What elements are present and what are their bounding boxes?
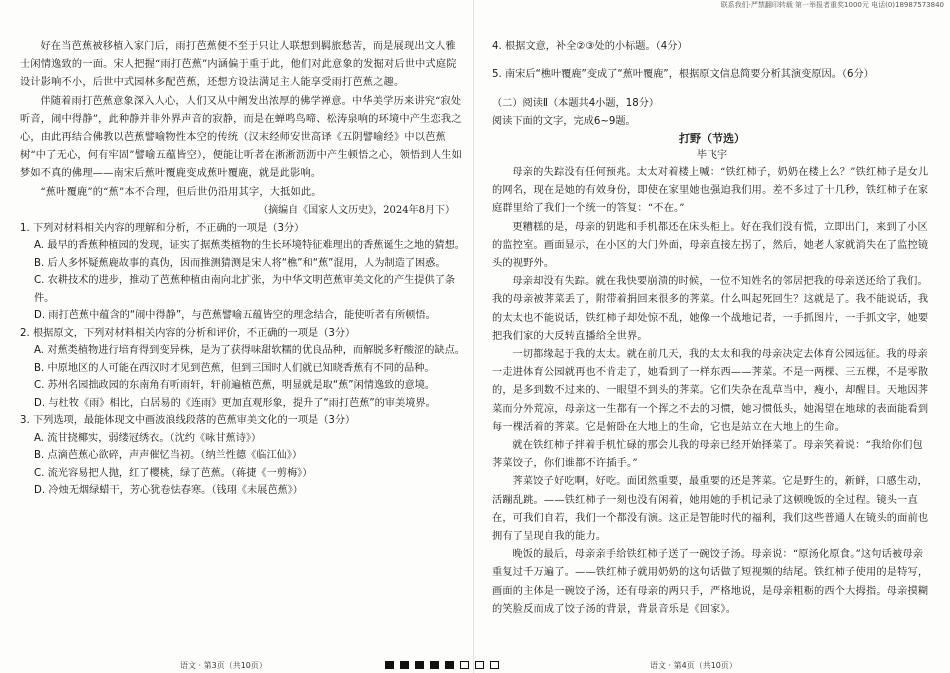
question-2-option-c: C. 苏州名园拙政园的东南角有听雨轩，轩前遍植芭蕉，明显就是取“蕉”闲情逸致的意境。 — [34, 380, 436, 392]
story-paragraph: 晚饭的最后，母亲亲手给铁红柿子送了一碗饺子汤。母亲说：“原汤化原食。”这句话被母亲重复过千万遍了。——铁红柿子就用奶奶的这句话做了短视频的结尾。铁红柿子使用的是特写，画面的主体是一碗饺子汤，还有母亲的两只手，严格地说，是母亲粗粝的西个大拇指。母亲摸糊的笑脸反而成了饺子汤的背景，背景音乐是《回家》。 — [492, 549, 929, 615]
question-1-option-c: C. 农耕技术的进步，推动了芭蕉种植由南向北扩张，为中华文明芭蕉审美文化的产生提供了条件。 — [34, 275, 456, 304]
registration-mark — [445, 661, 454, 669]
story-paragraph: 更糟糕的是，母亲的钥匙和手机都还在床头柜上。好在我们没有慌，立即出门，来到了小区的监控室。画面显示，在小区的大门外面，母亲直接左拐了，然后，她老人家就消失在了监控镜头的视野外。 — [492, 221, 929, 270]
story-paragraph: 一切都缘起于我的太太。就在前几天，我的太太和我的母亲决定去体育公园远征。我的母亲一走进体育公园就再也不肯走了，她看到了一样东西——荠菜。不是一两棵、三五棵，不是零散的，是多到数不过来的、一眼望不到头的荠菜。它们失杂在乱草当中，瘦小，却醒目。天地因荠菜而分外荒凉，母亲这一生都有一个挥之不去的习惯，她习惯低头，她渴望在地球的表面能看到每一棵活着的荠菜。它是俯卧在大地上的生命，它也是站立在大地上的生命。 — [492, 349, 929, 433]
question-2-stem: 2. 根据原文，下列对材料相关内容的分析和评价，不正确的一项是（3分） — [20, 327, 356, 339]
story-paragraph: 母亲的失踪没有任何预兆。太太对着楼上喊：“铁红柿子，奶奶在楼上么？”铁红柿子是女儿的网名，现在是她的有效身份，即使在家里她也强迫我们用。差不多过了十几秒，铁红柿子在家庭群里给了我们一个统一的答复：“不在。” — [492, 167, 929, 215]
story-paragraph: 荠菜饺子好吃啊，好吃。面团然重要，最重要的还是荠菜。它是野生的，新鲜，口感生动，活蹦乱跳。——铁红柿子一刻也没有闲着，她用她的手机记录了这顿晚饭的全过程。镜头一直在，可我们自若，我们一个都没有演。这正是智能时代的福利，我们这些普通人在镜头的面前也拥有了呈现自我的能力。 — [492, 476, 929, 543]
article-author: 毕飞宇 — [697, 150, 727, 161]
question-5: 5. 南宋后“樵叶覆鹿”变成了“蕉叶覆鹿”，根据原文信息简要分析其演变原因。（6分） — [492, 68, 874, 80]
registration-mark-empty — [460, 661, 469, 669]
question-3-option-a: A. 流甘挠椰实，弱缕冠绣衣。（沈约《咏甘蕉诗》） — [34, 432, 262, 444]
article-paragraph: 好在当芭蕉被移植入家门后，雨打芭蕉便不至于只让人联想到羁旅愁苦，而是展现出文人雅士闲情逸致的一面。宋人把握“雨打芭蕉”内涵偏于重于此，他们对此意象的发掘对后世中式庭院设计影响不小，后世中式园林多配芭蕉，还想方设法满足主人能享受雨打芭蕉之趣。 — [20, 41, 457, 89]
question-3-option-d: D. 冷烛无烟绿蜡干，芳心犹卷怯春寒。（钱珝《未展芭蕉》） — [34, 485, 303, 497]
question-1-stem: 1. 下列对材料相关内容的理解和分析，不正确的一项是（3分） — [20, 222, 305, 234]
question-4: 4. 根据文意，补全②③处的小标题。（4分） — [492, 41, 688, 52]
question-3-option-c: C. 流光容易把人抛，红了樱桃，绿了芭蕉。（蒋捷《一剪梅》） — [34, 467, 313, 479]
registration-mark — [415, 661, 424, 669]
story-paragraph: 就在铁红柿子拌着手机忙碌的那会儿我的母亲已经开始择菜了。母亲笑着说：“我给你们包荠菜饺子，你们谁都不许插手。” — [492, 440, 923, 470]
section-heading: （二）阅读Ⅱ（本题共4小题，18分） — [492, 98, 660, 109]
story-paragraph: 母亲却没有失踪。就在我快要崩溃的时候，一位不知姓名的邻居把我的母亲送还给了我们。我的母亲被荠菜丢了，附带着捐回来很多的荠菜。什么叫起死回生？这就是了。我不能说话，我的太太也不能说话，铁红柿子却处惊不乱，她像一个战地记者，一手抓图片，一手抓文字，她要把我们家的大反转直播给全世界。 — [492, 276, 929, 342]
question-1-option-d: D. 雨打芭蕉中蕴含的“闹中得静”，与芭蕉譬喻五蕴皆空的理念结合，能使听者有所顿悟。 — [34, 310, 436, 322]
page-header-banner: 联系我们·严禁翻印转载 第一举报者重奖1000元 电话(0)18987573840 — [720, 1, 944, 9]
registration-mark — [400, 661, 409, 669]
registration-mark — [430, 661, 439, 669]
scan-registration-marks — [385, 661, 499, 669]
article-paragraph: “蕉叶覆鹿”的“蕉”本不合理，但后世仍沿用其字，大抵如此。 — [40, 186, 322, 198]
question-1-option-a: A. 最早的香蕉种植园的发现，证实了据蕉类植物的生长环境特征难理出的香蕉诞生之地的猜想。 — [34, 240, 465, 252]
article-title: 打野（节选） — [679, 132, 745, 145]
right-page — [492, 38, 932, 673]
article-paragraph: 伴随着雨打芭蕉意象深入人心，人们又从中阐发出浓厚的佛学禅意。中华美学历来讲究“寂处听音，闹中得静”，此种静并非外界声音的寂静，而是在蝉鸣鸟啼、松涛泉响的环境中产生恋我之心，由此再结合佛教以芭蕉譬喻物性本空的传统（汉末经师安世高译《五阴譬喻经》中以芭蕉树“中了无心，何有牢固”譬喻五蕴皆空），便能让听者在淅淅沥沥中产生顿悟之心，领悟到人生如梦如不真的佛理——南宋后蕉叶覆鹿变成蕉叶覆鹿，就是此影响。 — [20, 95, 462, 180]
article-source: （摘编自《国家人文历史》，2024年8月下） — [258, 204, 455, 216]
question-3-option-b: B. 点滴芭蕉心欲碎，声声催忆当初。（纳兰性德《临江仙》） — [34, 450, 303, 462]
registration-mark-empty — [475, 661, 484, 669]
question-3-stem: 3. 下列选项，最能体现文中画波浪线段落的芭蕉审美文化的一项是（3分） — [20, 415, 356, 427]
registration-mark — [385, 661, 394, 669]
question-2-option-a: A. 对蕉类植物进行培育得到变异株，是为了获得味甜软糯的优良品种，而解脱多籽酸涩的缺点。 — [34, 345, 465, 357]
registration-mark-empty — [490, 661, 499, 669]
reading-instruction: 阅读下面的文字，完成6~9题。 — [492, 115, 636, 127]
left-page-footer: 语文 · 第3页（共10页） — [180, 661, 267, 670]
page-fold-divider — [473, 0, 474, 673]
right-page-footer: 语文 · 第4页（共10页） — [650, 661, 737, 670]
question-1-option-b: B. 后人多怀疑蕉鹿故事的真伪，因而推测猜测是宋人将“樵”和“蕉”混用，人为制造了困惑。 — [34, 257, 446, 269]
question-2-option-b: B. 中原地区的人可能在西汉时才见到芭蕉，但到三国时人们就已知晓香蕉有不同的品种。 — [34, 362, 435, 374]
left-page — [20, 38, 465, 673]
question-2-option-d: D. 与杜牧《雨》相比，白居易的《连雨》更加直观形象，提升了“雨打芭蕉”的审美境界。 — [34, 397, 436, 409]
